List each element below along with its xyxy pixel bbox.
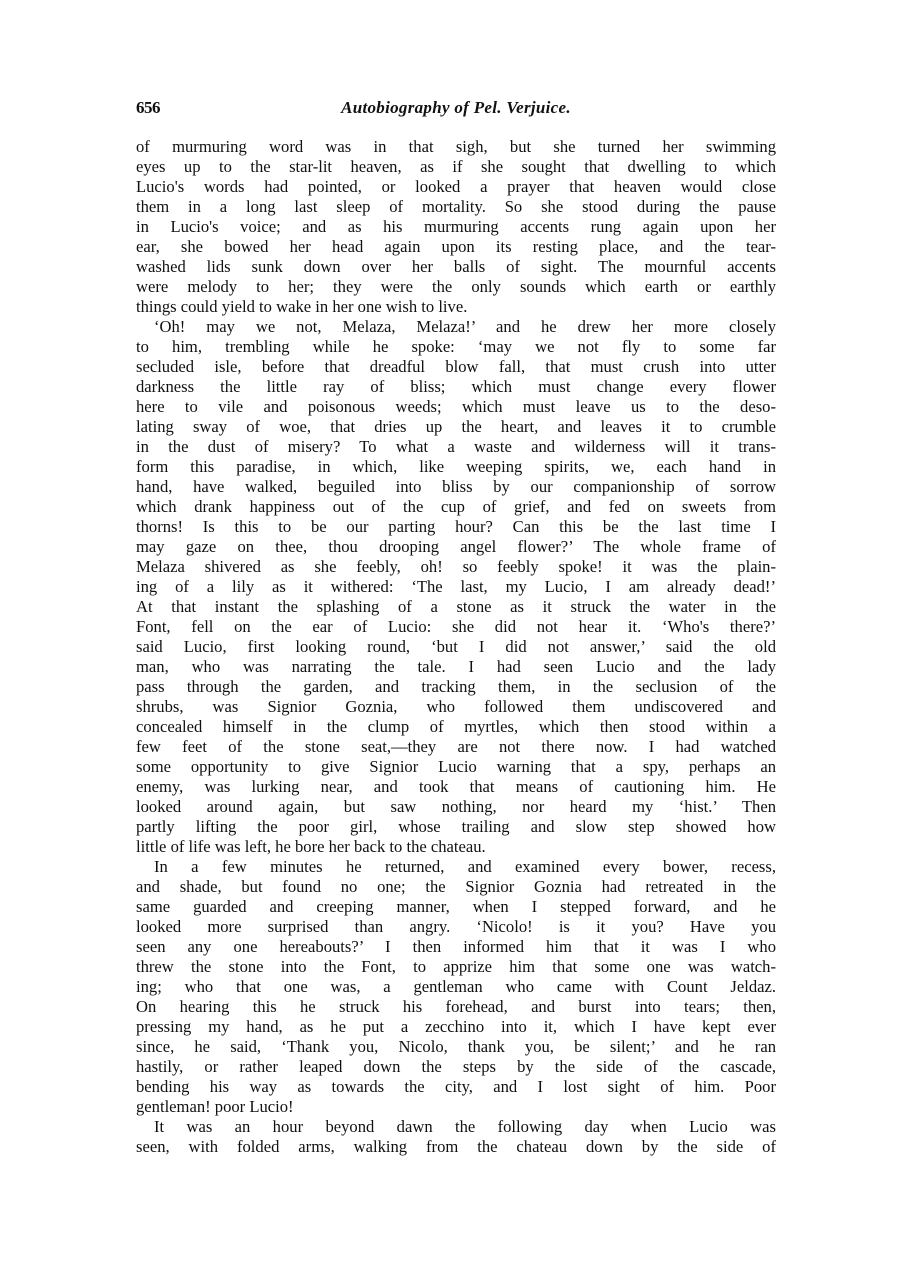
text-line: ‘Oh! may we not, Melaza, Melaza!’ and he drew her more closely	[154, 317, 776, 336]
text-line: man, who was narrating the tale. I had seen Lucio and the lady	[136, 657, 776, 676]
text-line: pass through the garden, and tracking them, in the seclusion of the	[136, 677, 776, 696]
text-line: some opportunity to give Signior Lucio warning that a spy, perhaps an	[136, 757, 776, 776]
text-line: to him, trembling while he spoke: ‘may we not fly to some far	[136, 337, 776, 356]
text-line: eyes up to the star-lit heaven, as if she sought that dwelling to which	[136, 157, 776, 176]
text-line: were melody to her; they were the only sounds which earth or earthly	[136, 277, 776, 296]
text-line: looked around again, but saw nothing, nor heard my ‘hist.’ Then	[136, 797, 776, 816]
text-line: Lucio's words had pointed, or looked a prayer that heaven would close	[136, 177, 776, 196]
text-line: pressing my hand, as he put a zecchino into it, which I have kept ever	[136, 1017, 776, 1036]
text-line: It was an hour beyond dawn the following day when Lucio was	[154, 1117, 776, 1136]
text-line: since, he said, ‘Thank you, Nicolo, thank you, be silent;’ and he ran	[136, 1037, 776, 1056]
text-line: few feet of the stone seat,—they are not there now. I had watched	[136, 737, 776, 756]
text-line: In a few minutes he returned, and examined every bower, recess,	[154, 857, 776, 876]
text-line: may gaze on thee, thou drooping angel flower?’ The whole frame of	[136, 537, 776, 556]
text-line: bending his way as towards the city, and I lost sight of him. Poor	[136, 1077, 776, 1096]
text-line: Melaza shivered as she feebly, oh! so feebly spoke! it was the plain-	[136, 557, 776, 576]
text-line: seen, with folded arms, walking from the chateau down by the side of	[136, 1137, 776, 1156]
text-line: lating sway of woe, that dries up the heart, and leaves it to crumble	[136, 417, 776, 436]
text-line: thorns! Is this to be our parting hour? Can this be the last time I	[136, 517, 776, 536]
text-line: and shade, but found no one; the Signior Goznia had retreated in the	[136, 877, 776, 896]
text-line: which drank happiness out of the cup of grief, and fed on sweets from	[136, 497, 776, 516]
text-line: said Lucio, first looking round, ‘but I did not answer,’ said the old	[136, 637, 776, 656]
text-line: in Lucio's voice; and as his murmuring accents rung again upon her	[136, 217, 776, 236]
text-line: washed lids sunk down over her balls of sight. The mournful accents	[136, 257, 776, 276]
text-line: hand, have walked, beguiled into bliss by our companionship of sorrow	[136, 477, 776, 496]
text-line: little of life was left, he bore her back to the chateau.	[136, 837, 486, 856]
text-line: ing; who that one was, a gentleman who came with Count Jeldaz.	[136, 977, 776, 996]
text-line: looked more surprised than angry. ‘Nicolo! is it you? Have you	[136, 917, 776, 936]
running-title: Autobiography of Pel. Verjuice.	[341, 98, 571, 117]
text-line: them in a long last sleep of mortality. So she stood during the pause	[136, 197, 776, 216]
text-line: same guarded and creeping manner, when I stepped forward, and he	[136, 897, 776, 916]
text-line: in the dust of misery? To what a waste and wilderness will it trans-	[136, 437, 776, 456]
text-line: here to vile and poisonous weeds; which must leave us to the deso-	[136, 397, 776, 416]
paragraph	[136, 1117, 776, 1157]
paragraph	[136, 857, 776, 1117]
paragraph	[136, 137, 776, 317]
text-line: At that instant the splashing of a stone as it struck the water in the	[136, 597, 776, 616]
text-line: seen any one hereabouts?’ I then informed him that it was I who	[136, 937, 776, 956]
text-line: things could yield to wake in her one wish to live.	[136, 297, 468, 316]
text-line: hastily, or rather leaped down the steps by the side of the cascade,	[136, 1057, 776, 1076]
text-line: threw the stone into the Font, to apprize him that some one was watch-	[136, 957, 776, 976]
text-line: form this paradise, in which, like weeping spirits, we, each hand in	[136, 457, 776, 476]
text-line: concealed himself in the clump of myrtles, which then stood within a	[136, 717, 776, 736]
text-line: partly lifting the poor girl, whose trailing and slow step showed how	[136, 817, 776, 836]
text-line: Font, fell on the ear of Lucio: she did not hear it. ‘Who's there?’	[136, 617, 776, 636]
running-head	[136, 96, 776, 126]
text-line: ear, she bowed her head again upon its resting place, and the tear-	[136, 237, 776, 256]
text-line: ing of a lily as it withered: ‘The last, my Lucio, I am already dead!’	[136, 577, 776, 596]
text-line: gentleman! poor Lucio!	[136, 1097, 294, 1116]
page-number: 656	[136, 98, 160, 117]
text-line: of murmuring word was in that sigh, but she turned her swimming	[136, 137, 776, 156]
text-line: On hearing this he struck his forehead, and burst into tears; then,	[136, 997, 776, 1016]
body-text	[136, 137, 776, 1157]
text-line: enemy, was lurking near, and took that means of cautioning him. He	[136, 777, 776, 796]
text-line: secluded isle, before that dreadful blow fall, that must crush into utter	[136, 357, 776, 376]
book-page	[136, 96, 776, 1157]
text-line: shrubs, was Signior Goznia, who followed them undiscovered and	[136, 697, 776, 716]
paragraph	[136, 317, 776, 857]
text-line: darkness the little ray of bliss; which must change every flower	[136, 377, 776, 396]
